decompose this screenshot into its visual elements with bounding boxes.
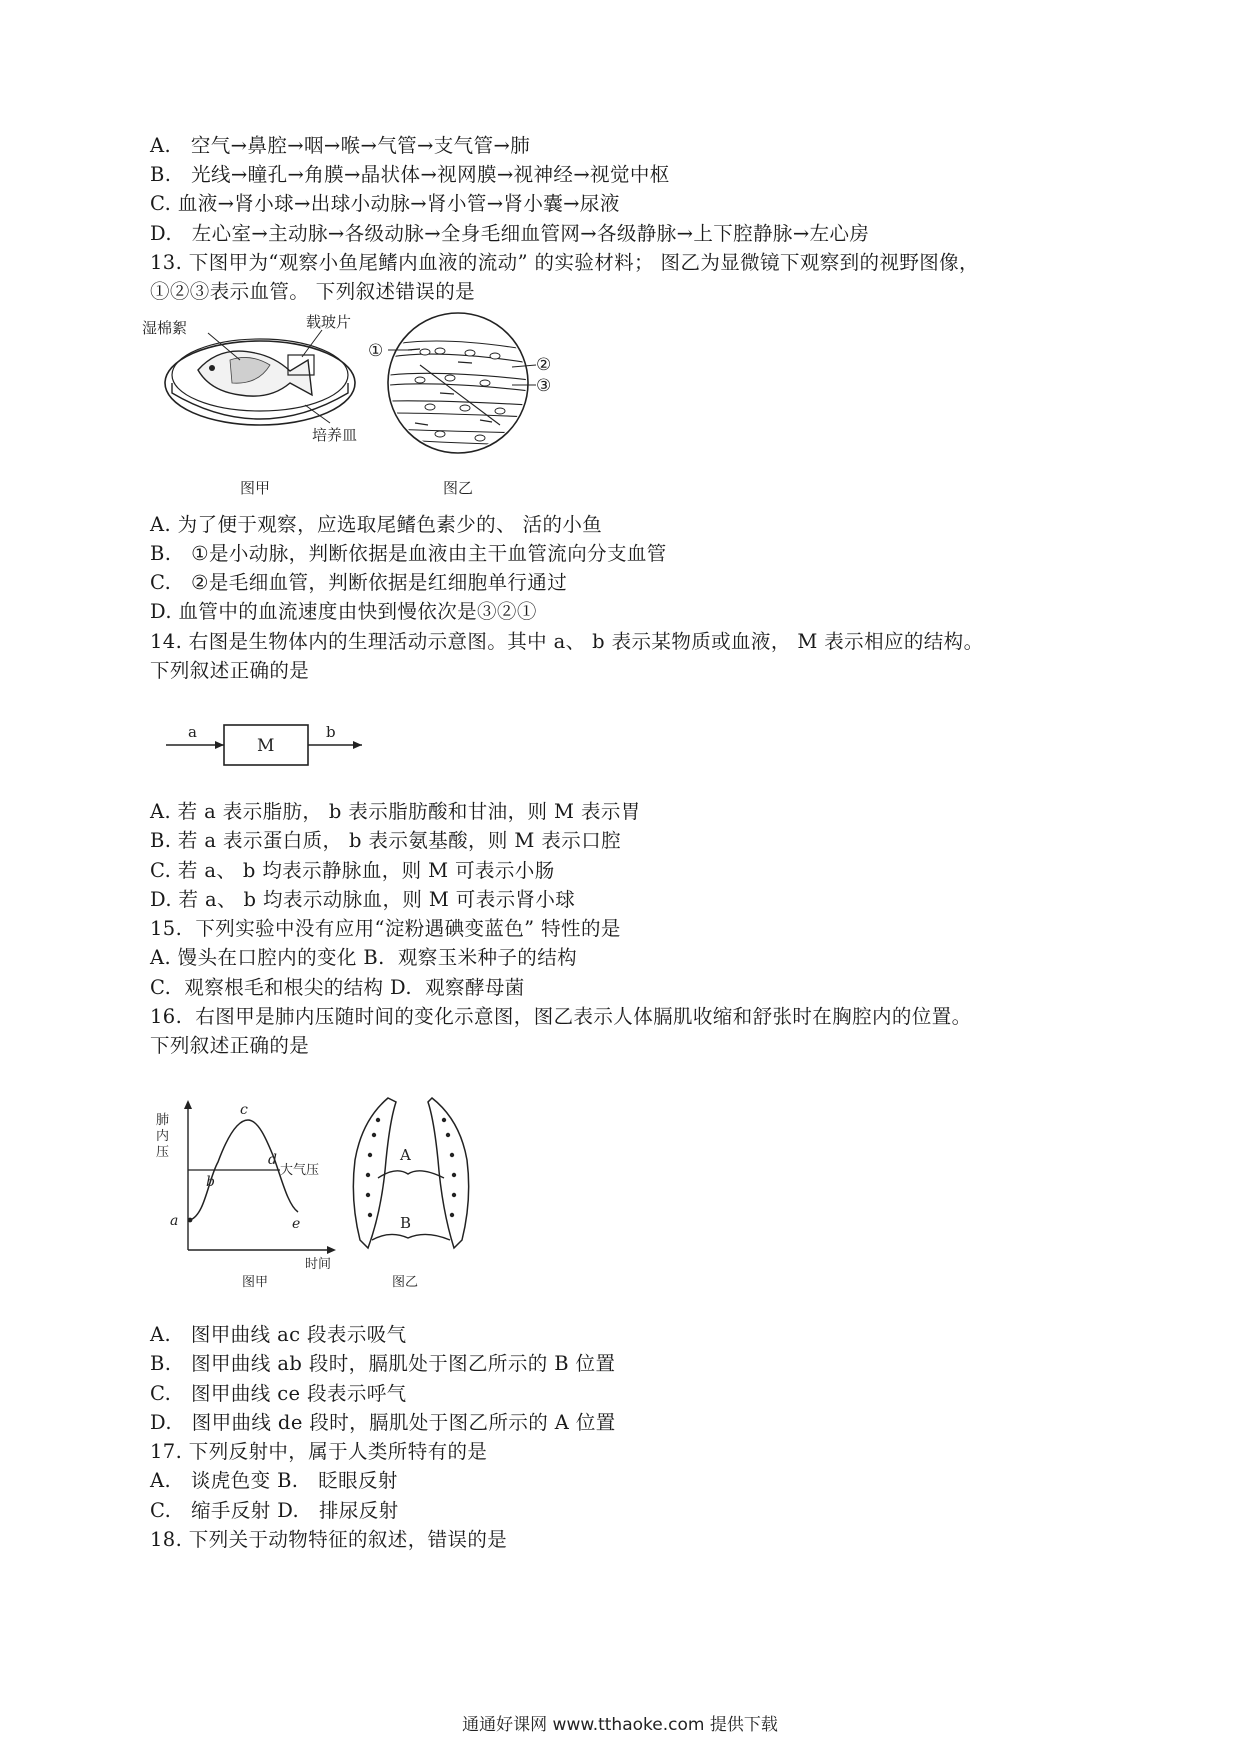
- point-b: b: [206, 1174, 215, 1190]
- q16-figure: [150, 1090, 500, 1290]
- q16-option-b: B. 图甲曲线 ab 段时，膈肌处于图乙所示的 B 位置: [150, 1352, 616, 1375]
- position-a-label: A: [400, 1146, 411, 1164]
- q13-figure: [140, 305, 620, 505]
- thorax-diaphragm-diagram: [353, 1098, 468, 1290]
- caption-figure-b: 图乙: [392, 1275, 419, 1290]
- q13-option-c: C. ②是毛细血管，判断依据是红细胞单行通过: [150, 571, 568, 594]
- y-axis-label-2: 内: [156, 1129, 170, 1144]
- q15-stem: 15. 下列实验中没有应用“淀粉遇碘变蓝色” 特性的是: [150, 917, 621, 940]
- q14-stem-line1: 14. 右图是生物体内的生理活动示意图。其中 a、 b 表示某物质或血液， M 表示相应的结构。: [150, 630, 984, 653]
- q16-stem-line2: 下列叙述正确的是: [150, 1034, 310, 1057]
- q12-option-b: B. 光线→瞳孔→角膜→晶状体→视网膜→视神经→视觉中枢: [150, 163, 670, 186]
- caption-figure-a: 图甲: [242, 1275, 269, 1290]
- q13-stem-line2: ①②③表示血管。 下列叙述错误的是: [150, 280, 475, 303]
- q18-stem: 18. 下列关于动物特征的叙述，错误的是: [150, 1528, 508, 1551]
- label-slide: 载玻片: [306, 313, 352, 331]
- point-e: e: [292, 1216, 301, 1232]
- q13-option-d: D. 血管中的血流速度由快到慢依次是③②①: [150, 600, 537, 623]
- q17-stem: 17. 下列反射中，属于人类所特有的是: [150, 1440, 488, 1463]
- point-c: c: [240, 1102, 248, 1118]
- q16-option-d: D. 图甲曲线 de 段时，膈肌处于图乙所示的 A 位置: [150, 1411, 616, 1434]
- marker-2: ②: [536, 355, 552, 375]
- q13-stem-line1: 13. 下图甲为“观察小鱼尾鳍内血液的流动” 的实验材料； 图乙为显微镜下观察到的视野图像，: [150, 251, 979, 274]
- label-wet-cotton: 湿棉絮: [142, 319, 188, 337]
- q12-option-c: C. 血液→肾小球→出球小动脉→肾小管→肾小囊→尿液: [150, 192, 620, 215]
- position-b-label: B: [400, 1214, 412, 1232]
- q16-stem-line1: 16. 右图甲是肺内压随时间的变化示意图，图乙表示人体膈肌收缩和舒张时在胸腔内的位置。: [150, 1005, 972, 1028]
- q14-option-d: D. 若 a、 b 均表示动脉血，则 M 可表示肾小球: [150, 888, 576, 911]
- label-culture-dish: 培养皿: [312, 426, 358, 444]
- q16-option-c: C. 图甲曲线 ce 段表示呼气: [150, 1382, 407, 1405]
- q14-flow-diagram: [160, 715, 380, 775]
- petri-dish-diagram: [142, 313, 357, 497]
- y-axis-label-1: 肺: [156, 1113, 170, 1128]
- diaphragm-position-a: [378, 1171, 444, 1178]
- q13-option-a: A. 为了便于观察，应选取尾鳍色素少的、 活的小鱼: [150, 513, 603, 536]
- point-a: a: [170, 1213, 179, 1229]
- caption-figure-a: 图甲: [240, 479, 271, 497]
- q13-option-b: B. ①是小动脉，判断依据是血液由主干血管流向分支血管: [150, 542, 667, 565]
- q15-options-line1: A. 馒头在口腔内的变化 B. 观察玉米种子的结构: [150, 946, 578, 969]
- x-axis-label: 时间: [305, 1257, 332, 1272]
- microscope-field-diagram: [368, 313, 551, 497]
- q16-option-a: A. 图甲曲线 ac 段表示吸气: [150, 1323, 407, 1346]
- q12-option-d: D. 左心室→主动脉→各级动脉→全身毛细血管网→各级静脉→上下腔静脉→左心房: [150, 222, 870, 245]
- q14-stem-line2: 下列叙述正确的是: [150, 659, 310, 682]
- marker-3: ③: [536, 376, 552, 396]
- atmospheric-pressure-label: 大气压: [280, 1163, 320, 1178]
- diaphragm-position-b: [372, 1234, 450, 1240]
- q17-options-line1: A. 谈虎色变 B. 眨眼反射: [150, 1469, 398, 1492]
- point-d: d: [268, 1152, 277, 1168]
- q14-option-b: B. 若 a 表示蛋白质， b 表示氨基酸，则 M 表示口腔: [150, 829, 621, 852]
- q15-options-line2: C. 观察根毛和根尖的结构 D. 观察酵母菌: [150, 976, 525, 999]
- q14-option-c: C. 若 a、 b 均表示静脉血，则 M 可表示小肠: [150, 859, 555, 882]
- caption-figure-b: 图乙: [443, 479, 474, 497]
- q12-option-a: A. 空气→鼻腔→咽→喉→气管→支气管→肺: [150, 134, 531, 157]
- q17-options-line2: C. 缩手反射 D. 排尿反射: [150, 1499, 399, 1522]
- marker-1: ①: [368, 341, 384, 361]
- lung-pressure-graph: [156, 1100, 336, 1290]
- y-axis-label-3: 压: [156, 1145, 170, 1160]
- q14-option-a: A. 若 a 表示脂肪， b 表示脂肪酸和甘油，则 M 表示胃: [150, 800, 641, 823]
- label-m: M: [257, 736, 275, 756]
- page-footer: 通通好课网 www.tthaoke.com 提供下载: [462, 1715, 778, 1735]
- label-a: a: [188, 723, 197, 741]
- label-b: b: [326, 723, 336, 741]
